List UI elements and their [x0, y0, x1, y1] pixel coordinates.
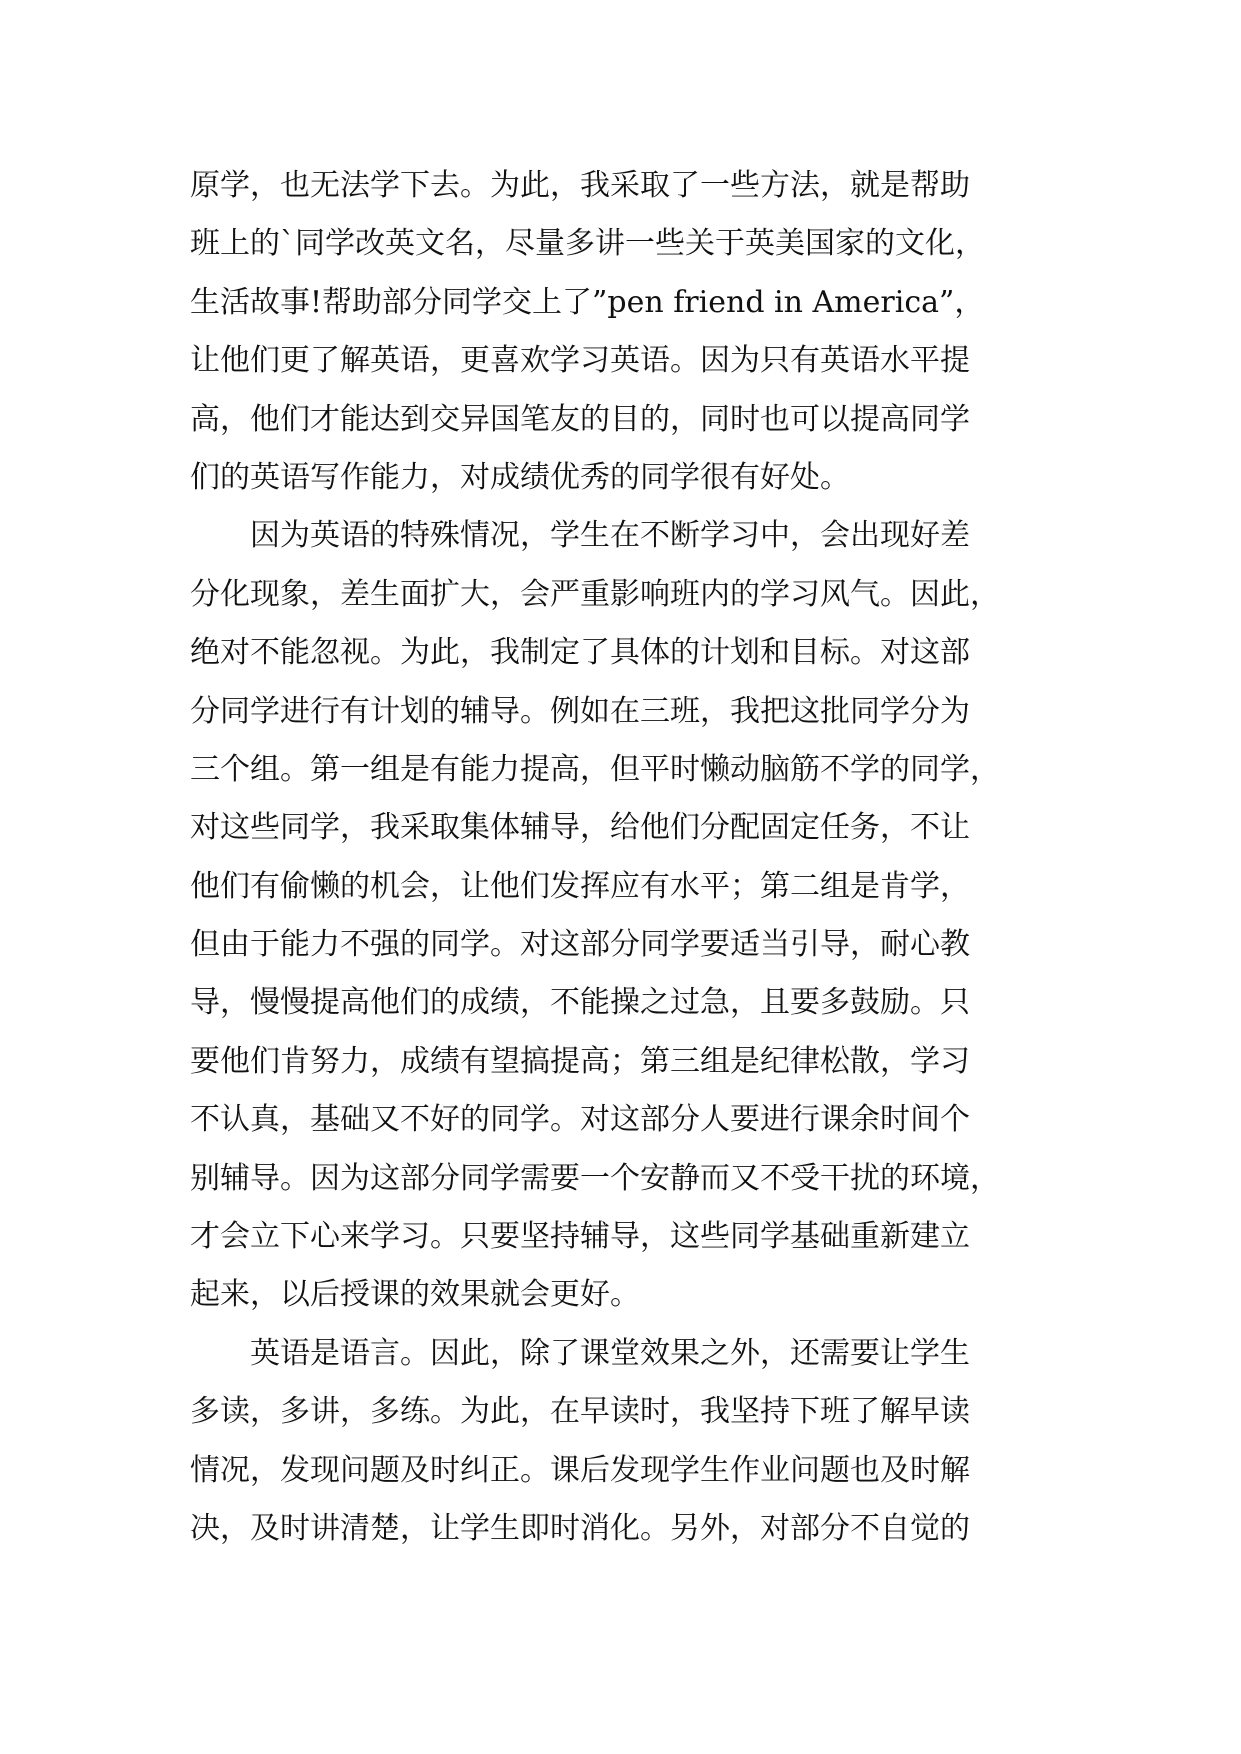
text-line: 不认真，基础又不好的同学。对这部分人要进行课余时间个	[190, 1102, 970, 1138]
text-line: 情况，发现问题及时纠正。课后发现学生作业问题也及时解	[190, 1452, 970, 1488]
text-line: 英语是语言。因此，除了课堂效果之外，还需要让学生	[190, 1335, 970, 1371]
text-line: 他们有偷懒的机会，让他们发挥应有水平；第二组是肯学，	[190, 868, 970, 904]
text-line: 要他们肯努力，成绩有望搞提高；第三组是纪律松散，学习	[190, 1043, 970, 1079]
text-line: 生活故事!帮助部分同学交上了”pen friend in America”，	[190, 284, 985, 320]
text-line: 决，及时讲清楚，让学生即时消化。另外，对部分不自觉的	[190, 1510, 970, 1546]
text-line: 高，他们才能达到交异国笔友的目的，同时也可以提高同学	[190, 401, 970, 437]
text-line: 们的英语写作能力，对成绩优秀的同学很有好处。	[190, 459, 850, 495]
text-line: 别辅导。因为这部分同学需要一个安静而又不受干扰的环境，	[190, 1160, 1000, 1196]
text-line: 原学，也无法学下去。为此，我采取了一些方法，就是帮助	[190, 168, 970, 203]
text-line: 因为英语的特殊情况，学生在不断学习中，会出现好差	[190, 518, 970, 554]
text-line: 三个组。第一组是有能力提高，但平时懒动脑筋不学的同学，	[190, 751, 1000, 787]
text-line: 让他们更了解英语，更喜欢学习英语。因为只有英语水平提	[190, 343, 970, 379]
text-line: 绝对不能忽视。为此，我制定了具体的计划和目标。对这部	[190, 635, 970, 671]
text-line: 班上的`同学改英文名，尽量多讲一些关于英美国家的文化，	[190, 226, 985, 262]
text-line: 分同学进行有计划的辅导。例如在三班，我把这批同学分为	[190, 693, 970, 729]
text-line: 导，慢慢提高他们的成绩，不能操之过急，且要多鼓励。只	[190, 985, 970, 1021]
text-line: 对这些同学，我采取集体辅导，给他们分配固定任务，不让	[190, 810, 970, 846]
text-line: 才会立下心来学习。只要坚持辅导，这些同学基础重新建立	[190, 1219, 970, 1255]
text-line: 多读，多讲，多练。为此，在早读时，我坚持下班了解早读	[190, 1394, 970, 1430]
body-text	[190, 157, 1070, 1558]
text-line: 但由于能力不强的同学。对这部分同学要适当引导，耐心教	[190, 927, 970, 963]
text-line: 起来，以后授课的效果就会更好。	[190, 1277, 640, 1313]
text-line: 分化现象，差生面扩大，会严重影响班内的学习风气。因此，	[190, 576, 1000, 612]
